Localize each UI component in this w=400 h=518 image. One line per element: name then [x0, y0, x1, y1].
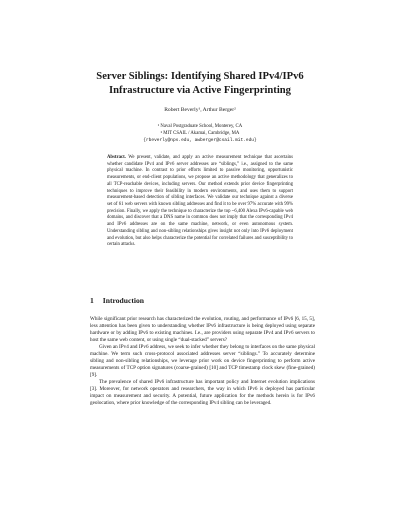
title-line-2: Infrastructure via Active Fingerprinting: [109, 85, 291, 96]
intro-paragraph-1: While significant prior research has characterized the evolution, routing, and performance of IPv6 [6, 15, 5], less attention has been given to understanding whether IPv6 infrastructure is being deployed using separate hardware or by adding IPv6 to existing machines. I.e., are providers using separate IPv4 and IPv6 servers to host the same web content, or using single “dual-stacked” servers?: [90, 316, 315, 344]
affiliation-2: ² MIT CSAIL / Akamai, Cambridge, MA: [160, 130, 240, 136]
affiliations: [40, 124, 360, 144]
affiliation-1: ¹ Naval Postgraduate School, Monterey, CA: [157, 124, 243, 129]
section-title: Introduction: [102, 296, 145, 305]
author-emails: {rbeverly@nps.edu, awberger@csail.mit.edu}: [143, 137, 257, 143]
section-heading: [90, 296, 144, 306]
intro-paragraph-2: Given an IPv4 and IPv6 address, we seek to infer whether they belong to interfaces on the same physical machine. We term such cross-protocol associated addresses server “siblings.” To accurately determine sibling and non-sibling relationships, we leverage prior work on device fingerprinting to perform active measurements of TCP option signatures (coarse-grained) [10] and TCP timestamp clock skew (fine-grained) [9].: [90, 344, 315, 379]
intro-paragraph-3: The prevalence of shared IPv6 infrastructure has important policy and Internet evolution implications [3]. Moreover, for network operators and researchers, the way in which IPv6 is deployed has particular impact on measurement and security. A potential, future application for the methods herein is for IPv6 geolocation, where prior knowledge of the corresponding IPv4 sibling can be leveraged.: [90, 379, 315, 407]
abstract-text: We present, validate, and apply an active measurement technique that ascertains whether candidate IPv4 and IPv6 server addresses are “siblings,” i.e., assigned to the same physical machine. In contrast to prior efforts limited to passive monitoring, opportunistic measurements, or end-client populations, we propose an active methodology that generalizes to all TCP-reachable devices, including servers. Our method extends prior device fingerprinting techniques to improve their feasibility in modern environments, and uses them to support measurement-based detection of sibling interfaces. We validate our technique against a diverse set of 61 web servers with known sibling addresses and find it to be over 97% accurate with 99% precision. Finally, we apply the technique to characterize the top ~6,400 Alexa IPv6-capable web domains, and discover that a DNS name in common does not imply that the corresponding IPv4 and IPv6 addresses are on the same machine, network, or even autonomous system. Understanding sibling and non-sibling relationships gives insight not only into IPv6 deployment and evolution, but also helps characterize the potential for correlated failures and susceptibility to certain attacks.: [107, 155, 293, 248]
paper-title: [40, 70, 360, 98]
author-list: Robert Beverly¹, Arthur Berger²: [164, 107, 236, 113]
abstract-label: Abstract.: [107, 155, 126, 160]
title-line-1: Server Siblings: Identifying Shared IPv4/IPv6: [96, 71, 304, 82]
introduction-body: [90, 316, 315, 407]
section-number: 1: [90, 296, 94, 305]
abstract: [107, 155, 293, 249]
